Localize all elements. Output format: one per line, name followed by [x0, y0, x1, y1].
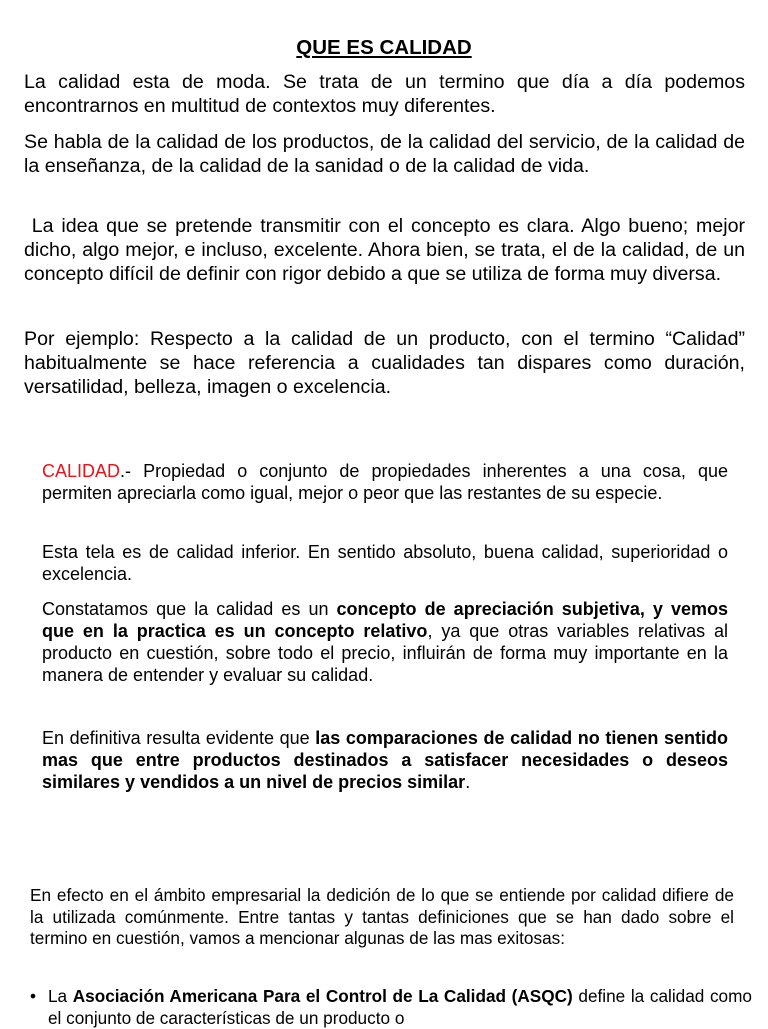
- business-paragraph: En efecto en el ámbito empresarial la dedición de lo que se entiende por calidad difiere de la utilizada comúnmente. Entre tantas y tantas definiciones que se han dado sobre el termino en cuestión, vamos a mencionar algunas de las mas exitosas:: [30, 885, 734, 948]
- conclusion-text-end: .: [465, 772, 471, 792]
- subjective-paragraph: [42, 598, 728, 686]
- intro-paragraph-4: Por ejemplo: Respecto a la calidad de un producto, con el termino “Calidad” habitualmente se hace referencia a cualidades tan dispares como duración, versatilidad, belleza, imagen o excelencia.: [24, 328, 745, 398]
- conclusion-text-start: En definitiva resulta evidente que: [42, 728, 316, 748]
- definition-term: CALIDAD: [42, 461, 121, 481]
- subjective-text-bold: concepto de apreciación subjetiva, y vemos que en la practica es un concepto relativo: [42, 599, 728, 641]
- bullet-icon: •: [30, 986, 37, 1006]
- intro-paragraph-2: Se habla de la calidad de los productos, de la calidad del servicio, de la calidad de la enseñanza, de la calidad de la sanidad o de la calidad de vida.: [24, 131, 745, 177]
- bullet-text-end: define la calidad como el conjunto de características de un producto o: [48, 986, 752, 1028]
- conclusion-text-bold: las comparaciones de calidad no tienen sentido mas que entre productos destinados a satisfacer necesidades o deseos similares y vendidos a un nivel de precios similar: [42, 728, 728, 792]
- bullet-text-bold: Asociación Americana Para el Control de La Calidad (ASQC): [72, 986, 573, 1006]
- intro-paragraph-1: La calidad esta de moda. Se trata de un termino que día a día podemos encontrarnos en multitud de contextos muy diferentes.: [24, 71, 745, 117]
- example-paragraph: Esta tela es de calidad inferior. En sentido absoluto, buena calidad, superioridad o excelencia.: [42, 542, 728, 584]
- intro-paragraph-3: La idea que se pretende transmitir con el concepto es clara. Algo bueno; mejor dicho, algo mejor, e incluso, excelente. Ahora bien, se trata, el de la calidad, de un concepto difícil de definir con rigor debido a que se utiliza de forma muy diversa.: [24, 215, 751, 285]
- list-item: [30, 985, 752, 1029]
- page-title: QUE ES CALIDAD: [296, 36, 472, 59]
- subjective-text-start: Constatamos que la calidad es un: [42, 599, 337, 619]
- definition-text: .- Propiedad o conjunto de propiedades inherentes a una cosa, que permiten apreciarla como igual, mejor o peor que las restantes de su especie.: [42, 461, 728, 503]
- definition-paragraph: [42, 460, 728, 504]
- subjective-text-end: , ya que otras variables relativas al producto en cuestión, sobre todo el precio, influirán de forma muy importante en la manera de entender y evaluar su calidad.: [42, 621, 728, 685]
- bullet-text-start: La: [48, 986, 73, 1006]
- conclusion-paragraph: [42, 727, 728, 793]
